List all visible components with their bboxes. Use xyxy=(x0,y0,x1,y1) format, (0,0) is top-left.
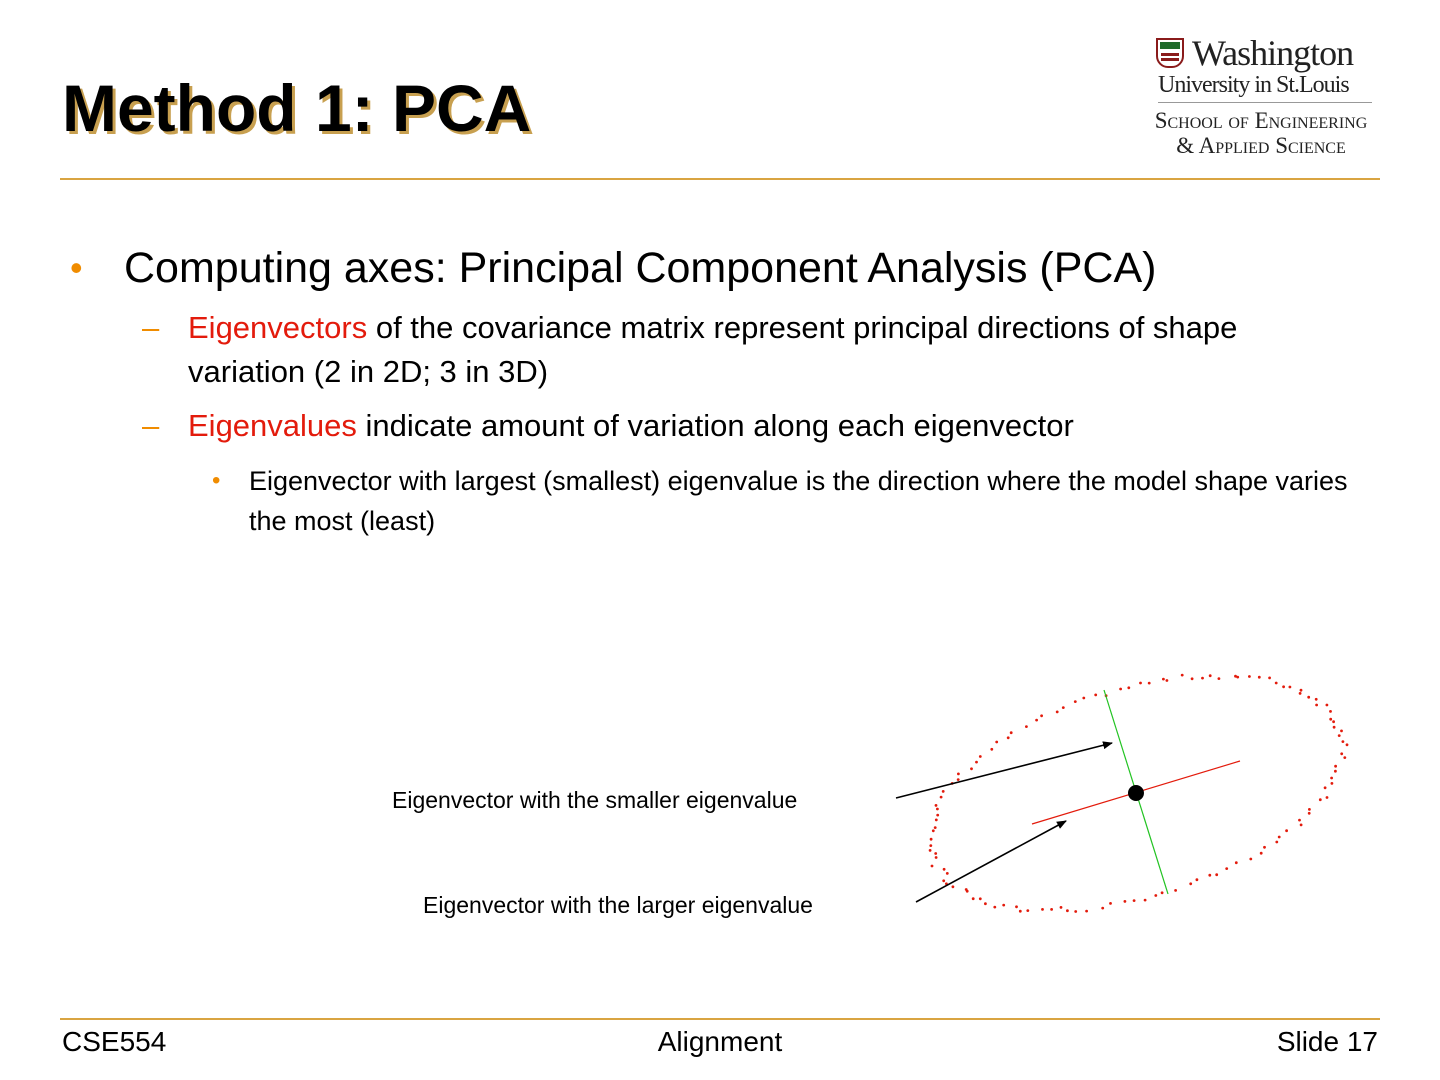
shape-point xyxy=(993,906,996,909)
centroid-dot xyxy=(1128,785,1144,801)
shape-point xyxy=(1082,697,1085,700)
shape-point xyxy=(1215,873,1218,876)
shape-point xyxy=(931,865,934,868)
shape-point xyxy=(930,838,933,841)
dash-icon: – xyxy=(142,310,160,345)
shape-point xyxy=(1278,836,1281,839)
shape-point xyxy=(929,844,932,847)
shape-point xyxy=(1085,910,1088,913)
sub-sub-bullet-text: Eigenvector with largest (smallest) eigenvalue is the direction where the model shape varies the most (least) xyxy=(249,466,1348,536)
shape-point xyxy=(1308,812,1311,815)
shape-point xyxy=(1026,909,1029,912)
shape-point xyxy=(1275,682,1278,685)
shape-point xyxy=(935,819,938,822)
shape-point xyxy=(975,761,978,764)
shape-point xyxy=(957,778,960,781)
shape-point xyxy=(1249,858,1252,861)
shape-point xyxy=(1019,910,1022,913)
shape-point xyxy=(1315,704,1318,707)
shape-point xyxy=(1315,698,1318,701)
shape-point xyxy=(1236,676,1239,679)
shape-point xyxy=(1258,676,1261,679)
highlight-eigenvalues: Eigenvalues xyxy=(188,408,357,443)
shape-point xyxy=(1002,904,1005,907)
shape-point xyxy=(1338,734,1341,737)
shape-point xyxy=(1208,874,1211,877)
shape-point xyxy=(946,872,949,875)
shape-point xyxy=(1235,861,1238,864)
shape-point xyxy=(1025,725,1028,728)
shape-point xyxy=(1174,889,1177,892)
shape-point xyxy=(995,741,998,744)
footer-course: CSE554 xyxy=(62,1026,167,1057)
shape-point xyxy=(1300,824,1303,827)
shape-point xyxy=(1161,891,1164,894)
shape-point xyxy=(1324,786,1327,789)
shape-point xyxy=(1275,841,1278,844)
logo-line-1: Washington xyxy=(1192,33,1354,73)
label-larger-eigenvalue: Eigenvector with the larger eigenvalue xyxy=(423,892,813,918)
shape-point xyxy=(1260,852,1263,855)
shape-point xyxy=(1040,714,1043,717)
shape-point xyxy=(1343,756,1346,759)
footer-slide-number: Slide 17 xyxy=(1276,1026,1378,1057)
shape-point xyxy=(1007,736,1010,739)
shape-point xyxy=(1035,719,1038,722)
shape-point xyxy=(1319,798,1322,801)
shape-point xyxy=(1333,726,1336,729)
shape-point xyxy=(1144,899,1147,902)
shape-point xyxy=(934,826,937,829)
shape-point xyxy=(1332,720,1335,723)
shape-point xyxy=(1299,692,1302,695)
shape-point xyxy=(1196,878,1199,881)
shape-point xyxy=(1015,905,1018,908)
shape-point xyxy=(932,829,935,832)
shape-point xyxy=(1074,910,1077,913)
shape-point xyxy=(1191,677,1194,680)
shape-point xyxy=(1050,908,1053,911)
shape-point xyxy=(1298,819,1301,822)
shape-point xyxy=(972,897,975,900)
shape-point xyxy=(1166,679,1169,682)
slide-title: Method 1: PCA xyxy=(62,71,532,145)
shape-point xyxy=(1101,907,1104,910)
shape-point xyxy=(1307,696,1310,699)
logo-line-3: School of Engineering xyxy=(1154,108,1368,133)
shape-point xyxy=(1329,710,1332,713)
shape-point xyxy=(952,885,955,888)
shape-point xyxy=(935,804,938,807)
shape-point xyxy=(1154,894,1157,897)
highlight-eigenvectors: Eigenvectors xyxy=(188,310,368,345)
shape-point xyxy=(1162,678,1165,681)
shape-point xyxy=(1346,743,1349,746)
arrow-larger xyxy=(916,821,1066,902)
shape-point xyxy=(935,856,938,859)
shape-point xyxy=(942,790,945,793)
shape-point xyxy=(943,868,946,871)
shape-point xyxy=(1060,906,1063,909)
shape-point xyxy=(1133,899,1136,902)
shape-point xyxy=(1326,796,1329,799)
shape-point xyxy=(1289,686,1292,689)
shape-point xyxy=(1094,694,1097,697)
arrow-smaller xyxy=(896,743,1112,798)
shape-point xyxy=(1041,908,1044,911)
shape-point xyxy=(970,767,973,770)
shape-point xyxy=(1331,782,1334,785)
logo-line-2: University in St.Louis xyxy=(1158,72,1349,98)
shape-point xyxy=(1340,730,1343,733)
shape-point xyxy=(934,852,937,855)
shape-point xyxy=(1139,682,1142,685)
shape-point xyxy=(936,808,939,811)
shape-point xyxy=(957,773,960,776)
bullet-text: Computing axes: Principal Component Analysis (PCA) xyxy=(124,244,1157,292)
shape-point xyxy=(1010,731,1013,734)
shape-point xyxy=(1342,740,1345,743)
logo-line-4: & Applied Science xyxy=(1176,133,1346,158)
shape-point xyxy=(1329,718,1332,721)
shape-point xyxy=(1124,900,1127,903)
shape-point xyxy=(979,755,982,758)
shape-point xyxy=(1326,704,1329,707)
shape-point xyxy=(940,796,943,799)
shape-point xyxy=(1300,689,1303,692)
shape-point xyxy=(1127,686,1130,689)
shape-point xyxy=(1282,685,1285,688)
shape-point xyxy=(929,849,932,852)
shape-point xyxy=(1225,867,1228,870)
shape-point xyxy=(1119,688,1122,691)
shape-point xyxy=(1248,675,1251,678)
shape-point xyxy=(1340,752,1343,755)
shape-point xyxy=(1285,829,1288,832)
footer-topic: Alignment xyxy=(657,1026,783,1057)
shape-point xyxy=(979,897,982,900)
label-smaller-eigenvalue: Eigenvector with the smaller eigenvalue xyxy=(392,787,798,813)
shape-point xyxy=(1181,674,1184,677)
shape-point xyxy=(1056,711,1059,714)
shape-point xyxy=(1334,770,1337,773)
shape-point xyxy=(984,902,987,905)
shape-point xyxy=(1334,765,1337,768)
bullet-dot-icon: • xyxy=(212,467,221,494)
shape-point xyxy=(1268,677,1271,680)
shape-point xyxy=(936,814,939,817)
shape-point xyxy=(1062,706,1065,709)
shape-point xyxy=(1066,909,1069,912)
sub-bullet-text: indicate amount of variation along each eigenvector xyxy=(356,408,1074,443)
shape-point xyxy=(1218,677,1221,680)
shape-point xyxy=(990,748,993,751)
shape-point xyxy=(1263,846,1266,849)
sub-bullet-text: of the covariance matrix represent principal directions of shape variation (2 in 2D; 3 in 3D) xyxy=(188,310,1238,389)
shape-point xyxy=(1308,808,1311,811)
shape-point xyxy=(1330,777,1333,780)
bullet-dot-icon: • xyxy=(70,247,83,288)
shape-point xyxy=(965,888,968,891)
dash-icon: – xyxy=(142,408,160,443)
shape-point xyxy=(1201,677,1204,680)
shape-point xyxy=(1209,674,1212,677)
shape-point xyxy=(1109,902,1112,905)
shape-point xyxy=(1148,682,1151,685)
shape-point xyxy=(942,879,945,882)
footer-divider xyxy=(60,1018,1380,1020)
shape-point xyxy=(1189,882,1192,885)
shape-point xyxy=(1074,700,1077,703)
